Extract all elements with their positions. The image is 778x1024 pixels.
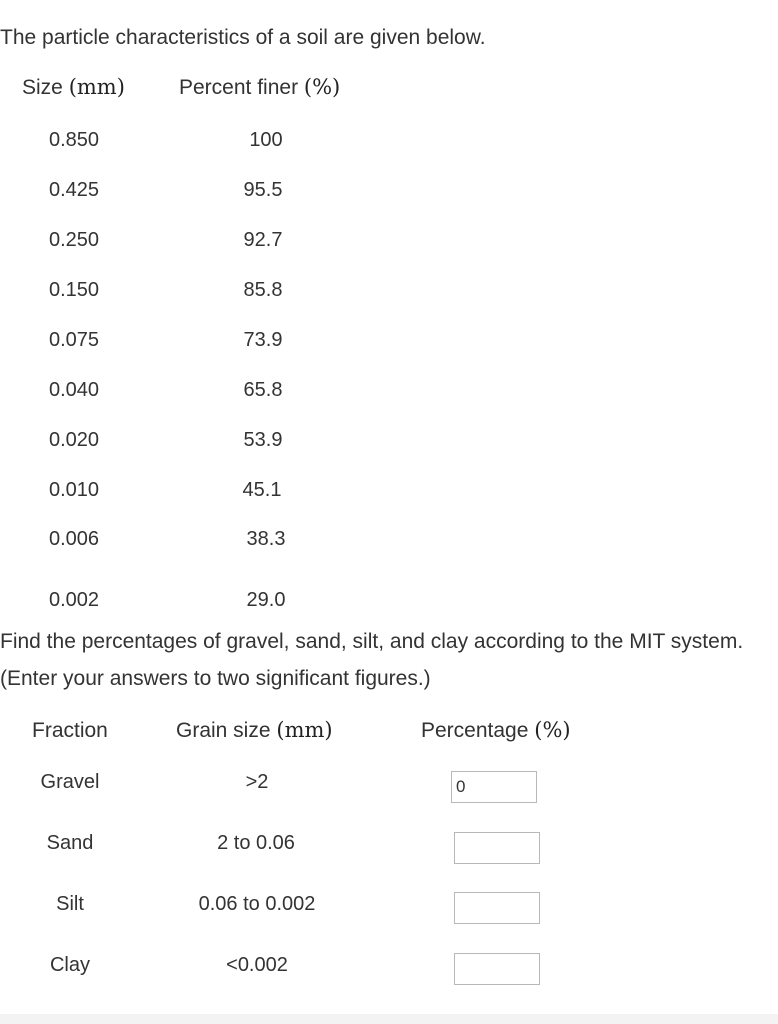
question-text: Find the percentages of gravel, sand, silt, and clay according to the MIT system. [0,630,744,653]
finer-cell: 29.0 [246,589,286,611]
fraction-cell: Silt [56,893,84,915]
size-cell: 0.850 [49,129,100,151]
grain-size-header-label: Grain size [176,719,271,742]
size-cell: 0.250 [49,229,100,251]
finer-cell: 53.9 [243,429,283,451]
finer-cell: 45.1 [242,479,282,501]
size-cell: 0.150 [49,279,100,301]
fraction-header: Fraction [32,719,108,742]
percent-finer-header-unit: (%) [303,75,341,99]
grain-size-header [176,720,333,741]
finer-cell: 65.8 [243,379,283,401]
size-header [22,77,125,98]
grain-size-cell: <0.002 [226,954,288,976]
finer-cell: 95.5 [243,179,283,201]
grain-size-cell: >2 [245,771,269,793]
clay-percentage-input[interactable] [454,953,540,985]
finer-cell: 85.8 [243,279,283,301]
grain-size-cell: 0.06 to 0.002 [198,893,316,915]
size-header-label: Size [22,76,63,99]
percent-finer-header [179,77,340,98]
size-cell: 0.040 [49,379,100,401]
grain-size-header-unit: (mm) [276,718,333,742]
percentage-header [421,720,571,741]
size-cell: 0.002 [49,589,100,611]
size-cell: 0.075 [49,329,100,351]
fraction-cell: Sand [46,832,94,854]
silt-percentage-input[interactable] [454,892,540,924]
size-cell: 0.425 [49,179,100,201]
percentage-header-label: Percentage [421,719,529,742]
bottom-divider [0,1014,778,1024]
finer-cell: 73.9 [243,329,283,351]
fraction-cell: Gravel [40,771,100,793]
fraction-cell: Clay [49,954,91,976]
finer-cell: 100 [249,129,283,151]
size-header-unit: (mm) [68,75,125,99]
percentage-header-unit: (%) [534,718,571,742]
percent-finer-header-label: Percent finer [179,76,299,99]
finer-cell: 38.3 [246,528,286,550]
finer-cell: 92.7 [243,229,283,251]
instruction-text: (Enter your answers to two significant figures.) [0,667,431,690]
size-cell: 0.010 [49,479,100,501]
sand-percentage-input[interactable] [454,832,540,864]
intro-text: The particle characteristics of a soil are given below. [0,26,486,49]
gravel-percentage-input[interactable]: 0 [451,771,537,803]
grain-size-cell: 2 to 0.06 [217,832,295,854]
size-cell: 0.020 [49,429,100,451]
size-cell: 0.006 [49,528,100,550]
